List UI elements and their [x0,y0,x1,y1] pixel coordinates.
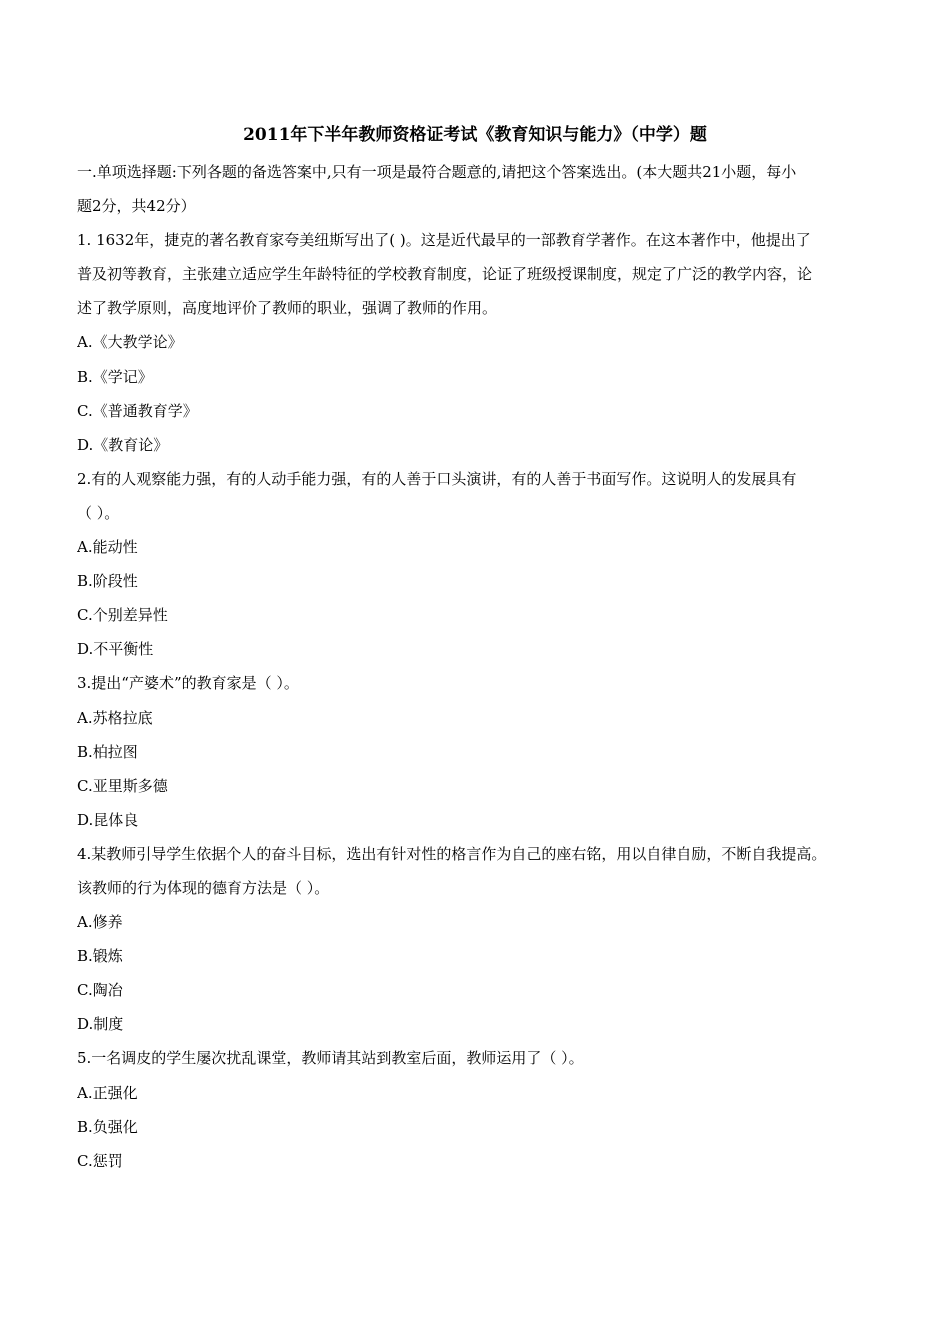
question-4-option-d: D.制度 [77,1015,124,1034]
question-4-option-b: B.锻炼 [77,947,123,966]
question-2-option-d: D.不平衡性 [77,640,154,659]
question-5-option-a: A.正强化 [77,1083,138,1102]
question-1-text: 1. 1632年，捷克的著名教育家夸美纽斯写出了( )。这是近代最早的一部教育学著作。在这本著作中，他提出了 [77,231,811,250]
page-title: 2011年下半年教师资格证考试《教育知识与能力》（中学）题 [243,125,707,145]
question-5-option-c: C.惩罚 [77,1151,123,1170]
question-4-text-cont: 该教师的行为体现的德育方法是（ ）。 [77,878,330,897]
question-2-text: 2.有的人观察能力强，有的人动手能力强，有的人善于口头演讲，有的人善于书面写作。这说明人的发展具有 [77,469,797,488]
question-2-option-c: C.个别差异性 [77,606,168,625]
question-4-text: 4.某教师引导学生依据个人的奋斗目标，选出有针对性的格言作为自己的座右铭，用以自律自励，不断自我提高。 [77,844,827,863]
question-1-option-c: C.《普通教育学》 [77,401,198,420]
question-2-text-cont: （ ）。 [77,503,120,522]
question-4-option-a: A.修养 [77,913,123,932]
question-3-option-b: B.柏拉图 [77,742,138,761]
question-3-option-d: D.昆体良 [77,810,139,829]
question-2-option-a: A.能动性 [77,538,138,557]
question-3-option-a: A.苏格拉底 [77,708,153,727]
question-2-option-b: B.阶段性 [77,572,138,591]
question-1-text-cont: 述了教学原则，高度地评价了教师的职业，强调了教师的作用。 [77,299,498,318]
question-1-text-cont: 普及初等教育，主张建立适应学生年龄特征的学校教育制度，论证了班级授课制度，规定了广泛的教学内容，论 [77,265,813,284]
question-1-option-d: D.《教育论》 [77,435,169,454]
question-3-option-c: C.亚里斯多德 [77,776,168,795]
section-instructions-cont: 题2分，共42分） [77,197,196,216]
question-5-option-b: B.负强化 [77,1117,138,1136]
question-3-text: 3.提出“产婆术”的教育家是（ ）。 [77,674,299,693]
question-1-option-a: A.《大教学论》 [77,333,183,352]
question-content [77,158,887,1181]
section-instructions: 一.单项选择题:下列各题的备选答案中,只有一项是最符合题意的,请把这个答案选出。(本大题共21小题，每小 [77,163,797,181]
question-5-text: 5.一名调皮的学生屡次扰乱课堂，教师请其站到教室后面，教师运用了（ ）。 [77,1049,584,1068]
question-4-option-c: C.陶冶 [77,981,123,1000]
question-1-option-b: B.《学记》 [77,367,153,386]
